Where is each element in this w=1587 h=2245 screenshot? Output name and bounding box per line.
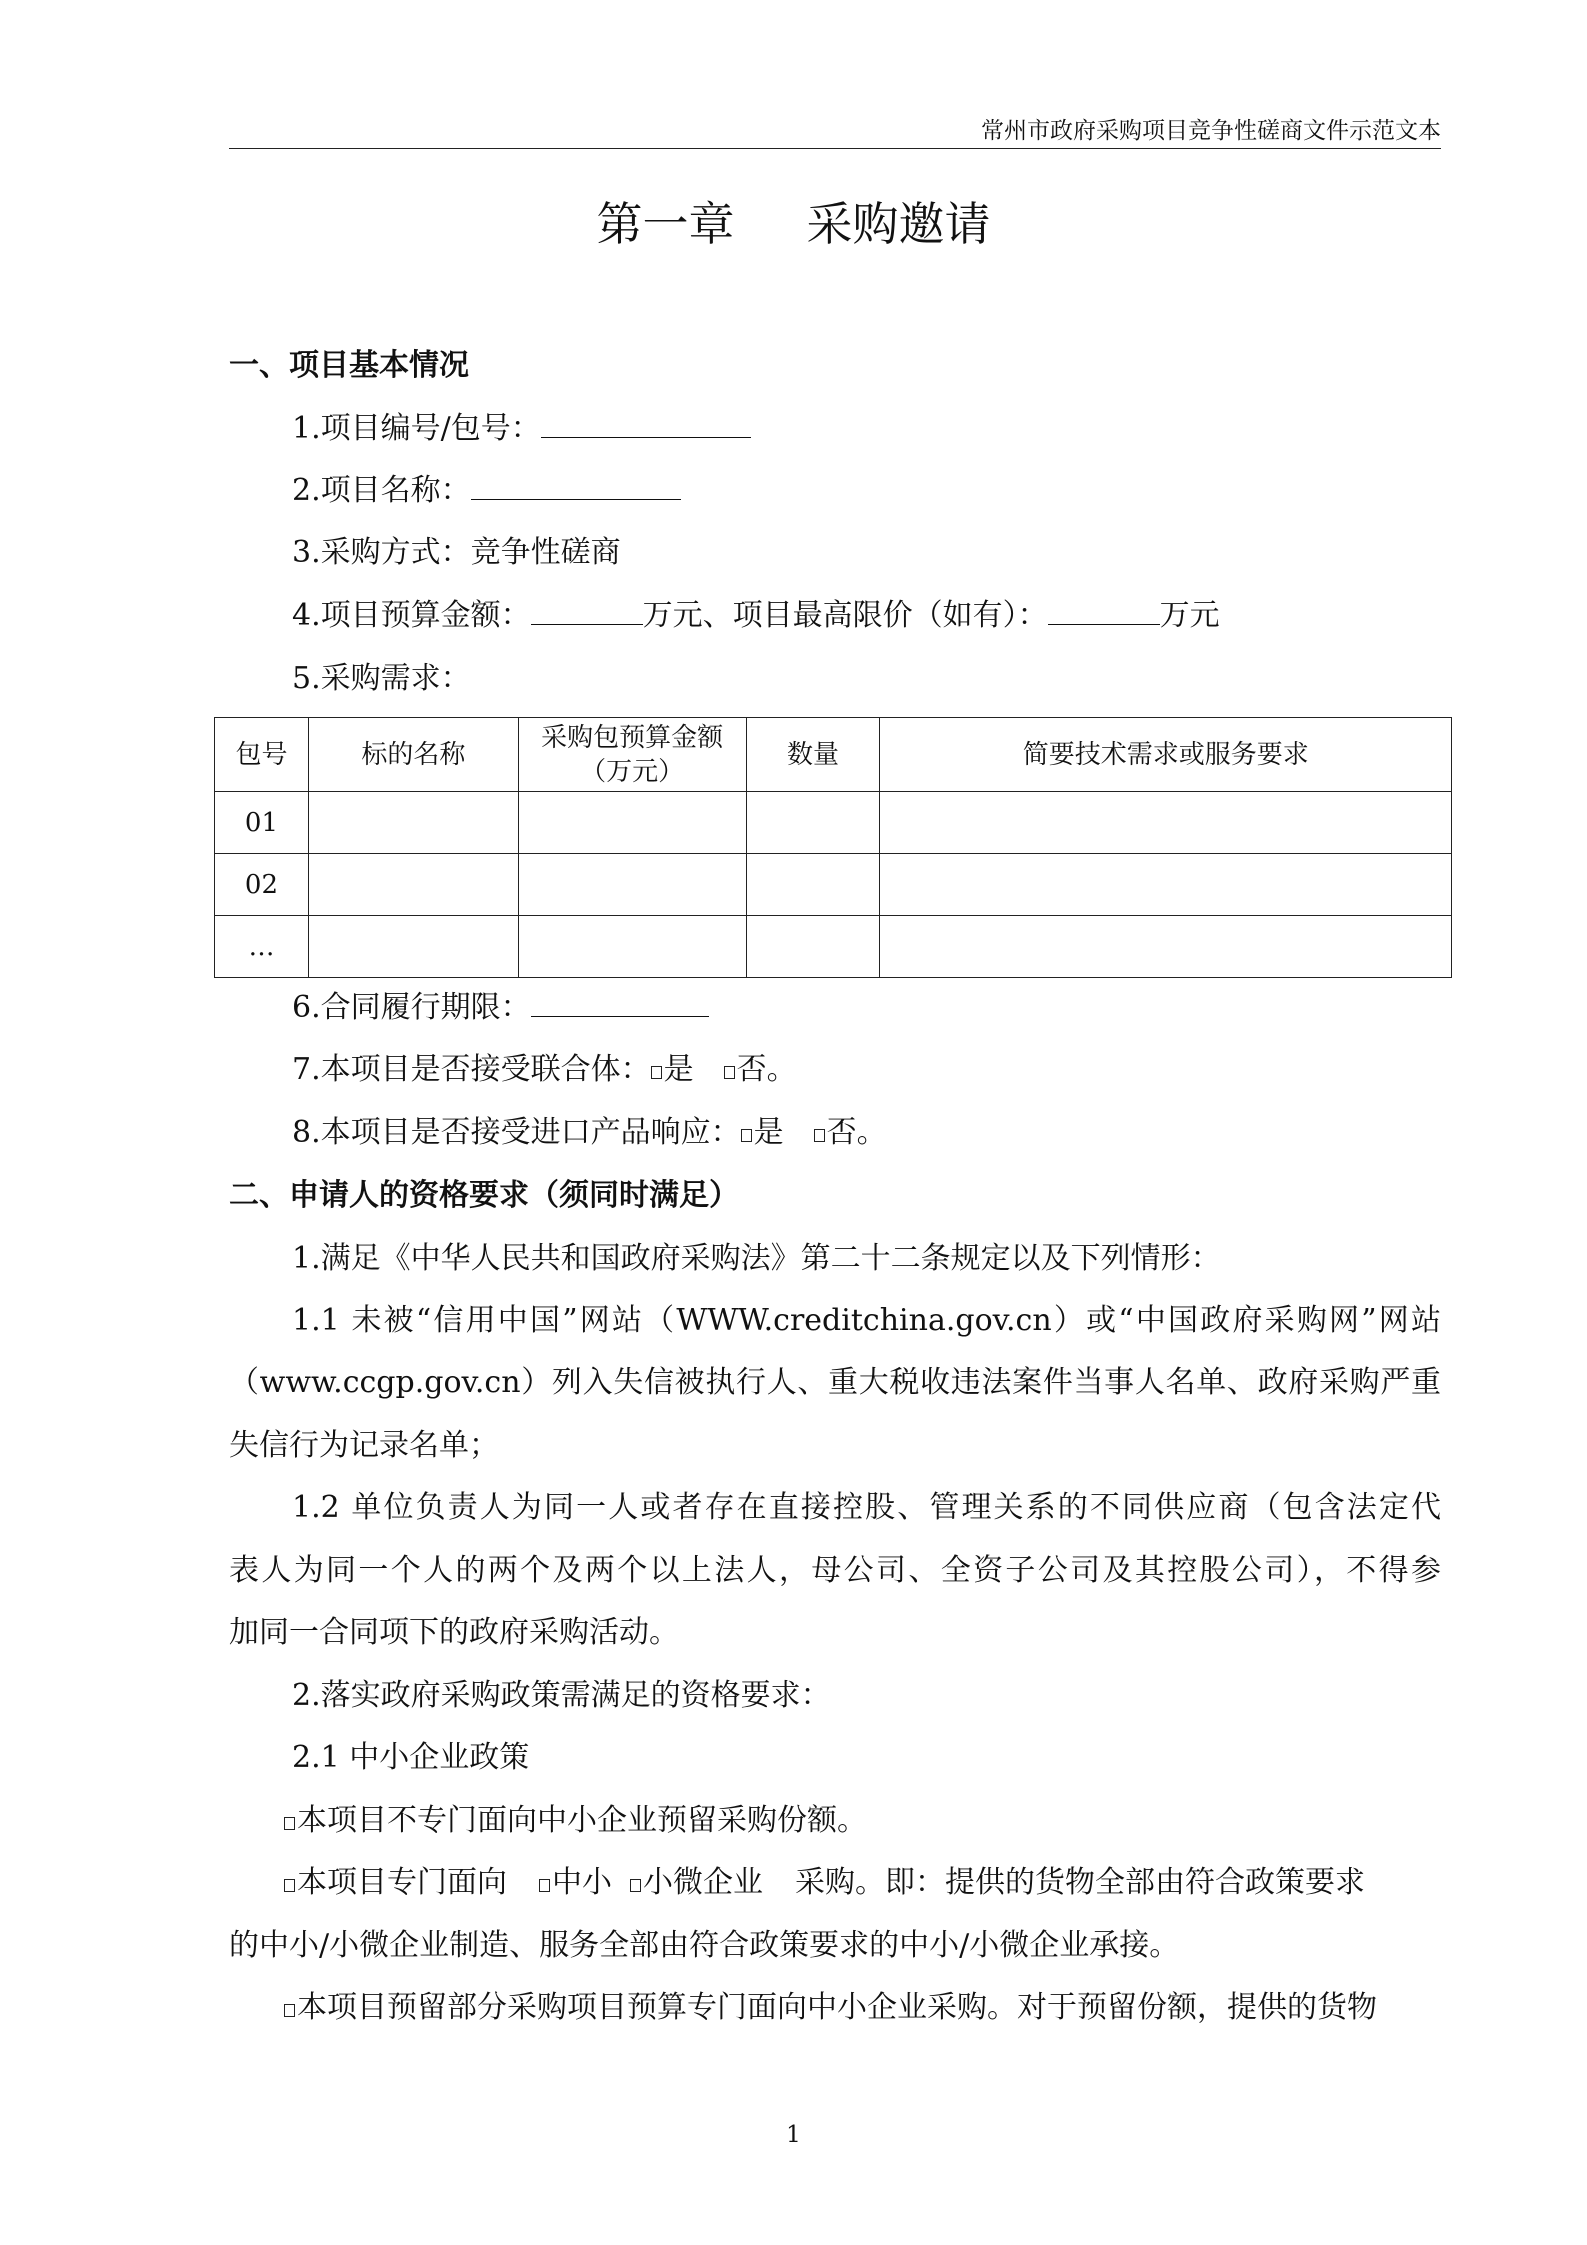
col-tech-requirements: 简要技术需求或服务要求 (880, 718, 1452, 792)
chapter-name: 采购邀请 (806, 197, 991, 251)
import-no: 否。 (826, 1115, 887, 1150)
sme-option-a-text: 本项目不专门面向中小企业预留采购份额。 (297, 1803, 867, 1838)
budget-unit-and-cap-label: 万元、项目最高限价（如有）： (642, 598, 1048, 633)
consortium-no: 否。 (736, 1052, 797, 1087)
col-item-name: 标的名称 (308, 718, 518, 792)
package-number-cell: 01 (215, 792, 309, 854)
contract-period-blank[interactable] (531, 990, 709, 1017)
sme-option-c-text: 本项目预留部分采购项目预算专门面向中小企业采购。对于预留份额，提供的货物 (297, 1990, 1377, 2025)
table-row (215, 854, 1452, 916)
sme-option-b-micro: 小微企业 (643, 1865, 763, 1900)
table-cell[interactable] (518, 854, 746, 916)
contract-period-label: 6.合同履行期限： (292, 990, 531, 1025)
project-name-line (292, 465, 681, 509)
header-divider (229, 148, 1441, 149)
section2-heading: 二、申请人的资格要求（须同时满足） (229, 1178, 739, 1213)
table-cell[interactable] (880, 854, 1452, 916)
table-cell[interactable] (308, 854, 518, 916)
related-supplier-line3: 加同一合同项下的政府采购活动。 (229, 1615, 679, 1650)
col-package-budget-line1: 采购包预算金额 (541, 722, 724, 753)
table-cell[interactable] (746, 854, 880, 916)
table-cell[interactable] (308, 916, 518, 978)
related-supplier-line2: 表人为同一个人的两个及两个以上法人，母公司、全资子公司及其控股公司），不得参 (229, 1553, 1441, 1588)
checkbox-icon[interactable] (284, 1817, 295, 1830)
running-header: 常州市政府采购项目竞争性磋商文件示范文本 (981, 118, 1441, 144)
import-products-label: 8.本项目是否接受进口产品响应： (292, 1115, 741, 1150)
table-cell[interactable] (746, 916, 880, 978)
checkbox-icon[interactable] (539, 1879, 550, 1892)
checkbox-icon[interactable] (284, 1879, 295, 1892)
consortium-label: 7.本项目是否接受联合体： (292, 1052, 651, 1087)
col-quantity: 数量 (746, 718, 880, 792)
checkbox-icon[interactable] (630, 1879, 641, 1892)
procurement-method: 3.采购方式：竞争性磋商 (292, 535, 621, 570)
consortium-line (292, 1044, 797, 1088)
package-number-cell: … (215, 916, 309, 978)
project-name-blank[interactable] (471, 473, 681, 500)
requirements-label: 5.采购需求： (292, 661, 471, 696)
sme-option-b-sme: 中小 (552, 1865, 612, 1900)
sme-option-b-rest: 采购。即：提供的货物全部由符合政策要求 (795, 1865, 1365, 1900)
sme-option-c (284, 1982, 1377, 2026)
checkbox-icon[interactable] (724, 1066, 735, 1079)
table-row (215, 916, 1452, 978)
checkbox-icon[interactable] (814, 1129, 825, 1142)
policy-requirements-paragraph: 2.落实政府采购政策需满足的资格要求： (292, 1678, 831, 1713)
credit-check-line2: （www.ccgp.gov.cn）列入失信被执行人、重大税收违法案件当事人名单、政府采购严重 (229, 1365, 1441, 1400)
contract-period-line (292, 982, 709, 1026)
budget-label: 4.项目预算金额： (292, 598, 531, 633)
table-cell[interactable] (880, 792, 1452, 854)
chapter-title (0, 188, 1587, 254)
sme-option-b-prefix: 本项目专门面向 (297, 1865, 507, 1900)
chapter-number: 第一章 (596, 197, 735, 251)
package-number-cell: 02 (215, 854, 309, 916)
page-number: 1 (786, 2122, 801, 2148)
table-cell[interactable] (746, 792, 880, 854)
project-number-blank[interactable] (541, 411, 751, 438)
section1-heading: 一、项目基本情况 (229, 348, 469, 383)
project-number-label: 1.项目编号/包号： (292, 411, 541, 446)
table-cell[interactable] (518, 916, 746, 978)
budget-blank[interactable] (531, 598, 643, 625)
credit-check-line3: 失信行为记录名单； (229, 1428, 499, 1463)
related-supplier-line1: 1.2 单位负责人为同一人或者存在直接控股、管理关系的不同供应商（包含法定代 (292, 1490, 1441, 1525)
requirements-table (214, 717, 1452, 978)
col-package-number: 包号 (215, 718, 309, 792)
project-name-label: 2.项目名称： (292, 473, 471, 508)
table-cell[interactable] (880, 916, 1452, 978)
checkbox-icon[interactable] (284, 2004, 295, 2017)
table-header-row (215, 718, 1452, 792)
max-price-unit: 万元 (1159, 598, 1220, 633)
checkbox-icon[interactable] (651, 1066, 662, 1079)
col-package-budget (518, 718, 746, 792)
sme-option-b (284, 1857, 1365, 1901)
table-cell[interactable] (308, 792, 518, 854)
table-cell[interactable] (518, 792, 746, 854)
credit-check-line1: 1.1 未被“信用中国”网站（WWW.creditchina.gov.cn）或“中国政府采购网”网站 (292, 1303, 1441, 1338)
checkbox-icon[interactable] (741, 1129, 752, 1142)
sme-policy-subheading: 2.1 中小企业政策 (292, 1740, 530, 1775)
budget-line (292, 590, 1220, 634)
import-products-line (292, 1107, 887, 1151)
project-number-line (292, 403, 751, 447)
col-package-budget-line2: （万元） (580, 756, 685, 787)
consortium-yes: 是 (663, 1052, 694, 1087)
sme-option-b-line2: 的中小/小微企业制造、服务全部由符合政策要求的中小/小微企业承接。 (229, 1928, 1180, 1963)
import-yes: 是 (753, 1115, 784, 1150)
max-price-blank[interactable] (1048, 598, 1160, 625)
table-row (215, 792, 1452, 854)
law-compliance-paragraph: 1.满足《中华人民共和国政府采购法》第二十二条规定以及下列情形： (292, 1241, 1221, 1276)
sme-option-a (284, 1795, 867, 1839)
